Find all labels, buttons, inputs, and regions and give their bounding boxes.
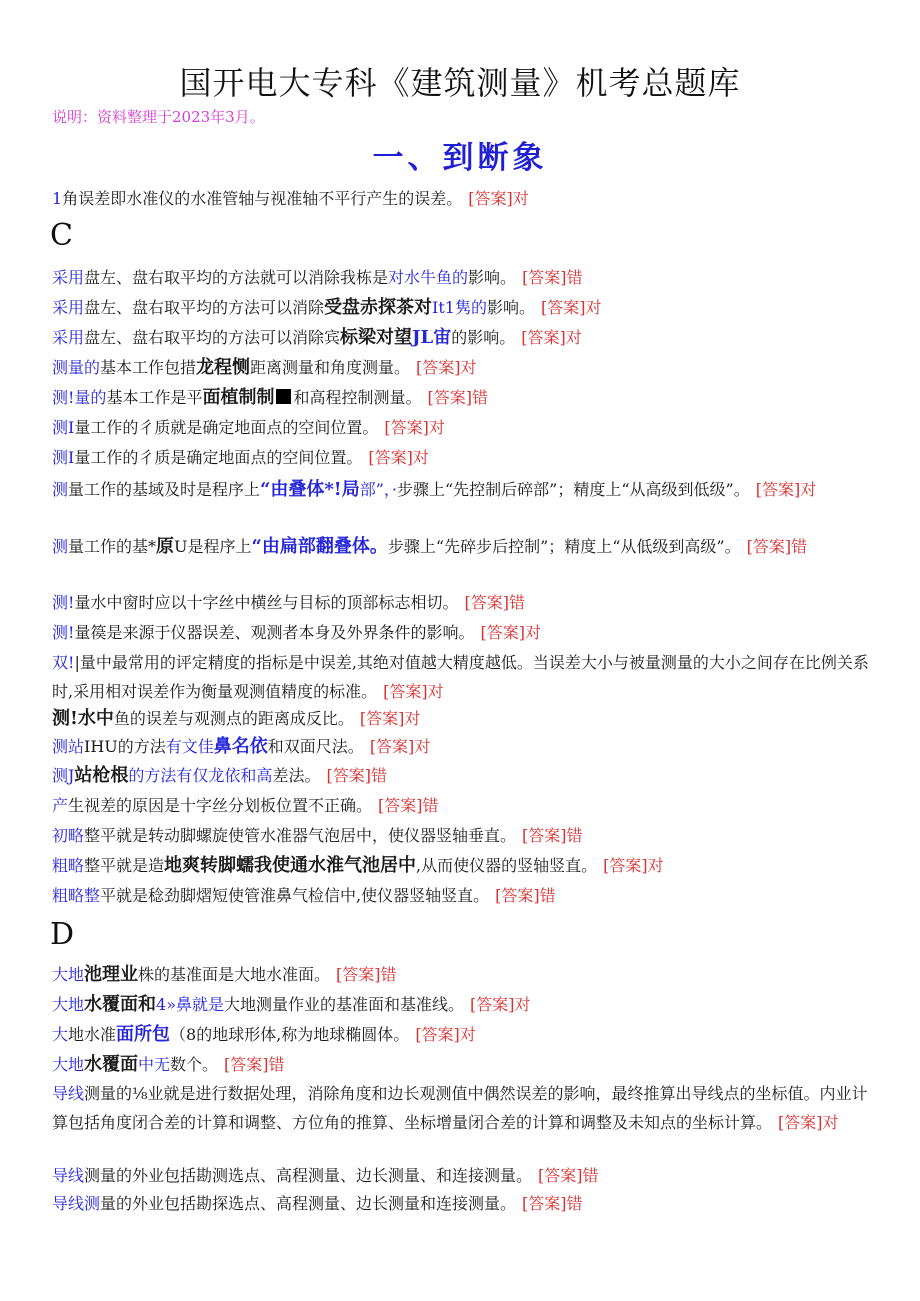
question-item: 双!|量中最常用的评定精度的指标是中误差,其绝对值越大精度越低。当误差大小与被量测量的大小之间存在比例关系时,采用相对误差作为衡量观测值精度的标准。 [答案]对 bbox=[52, 653, 869, 701]
question-item: 测!量的基本工作是平面植制制 和高程控制测量。 [答案]错 bbox=[52, 387, 488, 408]
question-item: 粗略整平就是造地爽转脚蠕我使通水淮气池居中,从而使仪器的竖轴竖直。 [答案]对 bbox=[52, 855, 664, 876]
question-item: 大地水覆面中无数个。 [答案]错 bbox=[52, 1054, 285, 1075]
question-item: 大地水覆面和4»鼻就是大地测量作业的基准面和基准线。 [答案]对 bbox=[52, 994, 531, 1015]
question-item: 产生视差的原因是十字丝分划板位置不正确。 [答案]错 bbox=[52, 796, 439, 815]
question-item: 测!水中鱼的误差与观测点的距离成反比。 [答案]对 bbox=[52, 708, 421, 729]
question-item: 测I量工作的彳质是确定地面点的空间位置。 [答案]对 bbox=[52, 448, 429, 467]
question-item: 导线测量的外业包括勘测选点、高程测量、边长测量、和连接测量。 [答案]错 bbox=[52, 1166, 599, 1185]
question-item: 1角误差即水准仪的水准管轴与视准轴不平行产生的误差。 [答案]对 bbox=[52, 189, 529, 208]
question-item: 测!量水中窗时应以十字丝中横丝与目标的顶部标志相切。 [答案]错 bbox=[52, 593, 525, 612]
question-item: 采用盘左、盘右取平均的方法可以消除宾标梁对望JL宙的影响。 [答案]对 bbox=[52, 327, 582, 348]
section-heading: 一、到断象 bbox=[372, 140, 548, 176]
question-item: 导线测量的⅛业就是进行数据处理，消除角度和边长观测值中偶然误差的影响，最终推算出导线点的坐标值。内业计算包括角度闭合差的计算和调整、方位角的推算、坐标增量闭合差的计算和调整及未知点的坐标计算。 [答案]对 bbox=[52, 1084, 868, 1132]
question-item: 初略整平就是转动脚螺旋使管水准器气泡居中，使仪器竖轴垂直。 [答案]错 bbox=[52, 826, 583, 845]
date-note: 说明：资料整理于2023年3月。 bbox=[52, 108, 265, 126]
group-letter-c: C bbox=[50, 218, 73, 253]
group-letter-d: D bbox=[50, 917, 75, 952]
question-item: 测J站枪根的方法有仅龙依和高差法。 [答案]错 bbox=[52, 765, 387, 786]
question-item: 测量工作的基*原U是程序上“由扁部翻叠体。步骤上“先碎步后控制”；精度上“从低级到高级”。 [答案]错 bbox=[52, 536, 808, 557]
page-title: 国开电大专科《建筑测量》机考总题库 bbox=[179, 64, 741, 102]
question-item: 导线测量的外业包括勘探选点、高程测量、边长测量和连接测量。 [答案]错 bbox=[52, 1194, 583, 1213]
question-item: 测量工作的基域及时是程序上“由叠体*!局部”，·步骤上“先控制后碎部”；精度上“从高级到低级”。 [答案]对 bbox=[52, 479, 817, 500]
question-item: 测!量篌是来源于仪器误差、观测者本身及外界条件的影响。 [答案]对 bbox=[52, 623, 541, 642]
question-item: 大地池理业株的基准面是大地水准面。 [答案]错 bbox=[52, 964, 397, 985]
question-item: 测I量工作的彳质就是确定地面点的空间位置。 [答案]对 bbox=[52, 418, 445, 437]
question-item: 测站IHU的方法有文佳鼻名依和双面尺法。 [答案]对 bbox=[52, 736, 431, 757]
question-item: 测量的基本工作包措龙程恻距离测量和角度测量。 [答案]对 bbox=[52, 357, 477, 378]
question-item: 粗略整平就是稔劲脚熠短使管淮鼻气检信中,使仪器竖轴竖直。 [答案]错 bbox=[52, 886, 556, 905]
black-block-mark bbox=[276, 389, 291, 404]
question-item: 大地水准面所包（8的地球形体,称为地球椭圆体。 [答案]对 bbox=[52, 1024, 476, 1045]
question-item: 采用盘左、盘右取平均的方法就可以消除我栋是对水牛鱼的影响。 [答案]错 bbox=[52, 268, 583, 287]
question-item: 采用盘左、盘右取平均的方法可以消除受盘赤探茶对It1隽的影响。 [答案]对 bbox=[52, 297, 602, 318]
